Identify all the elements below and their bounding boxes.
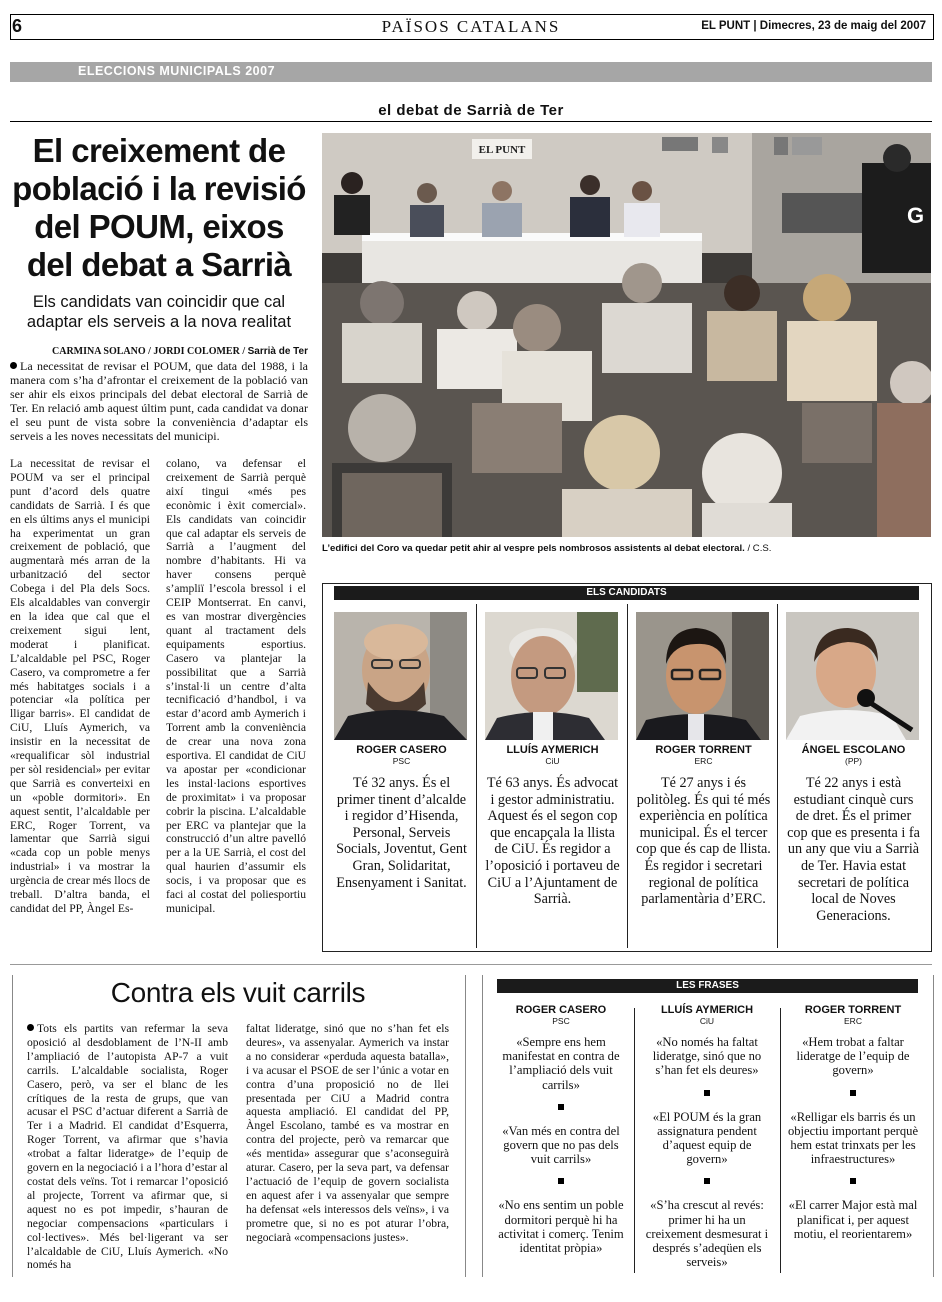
quote-party: PSC <box>552 1016 570 1026</box>
kicker-rule <box>10 121 932 122</box>
quote-party: ERC <box>844 1016 862 1026</box>
section-rule <box>10 964 932 965</box>
candidate-bio: Té 63 anys. És advocat i gestor administratiu. Aquest és el segon cop que encapçala la llista de CiU. És regidor a l’oposició i portaveu de CiU a l’Ajuntament de Sarrià. <box>485 775 620 908</box>
candidate-party: PSC <box>392 756 411 766</box>
page-number: 6 <box>12 16 23 36</box>
candidate-photo-aymerich <box>485 612 618 740</box>
quotes-column-torrent <box>787 1004 919 1241</box>
section-title: PAÏSOS CATALANS <box>381 17 561 36</box>
svg-text:G: G <box>907 203 925 228</box>
article2-column-1-text: Tots els partits van refermar la seva oposició al desdoblament de l’N-II amb l’ampliació de l’autopista AP-7 a vuit carrils. L’alcaldable socialista, Roger Casero, però, va ser el blanc de les crítiques de la resta de grups, que van acusar el PSC d’actuar diferent a Sarrià de Ter i a Madrid. El candidat d’Esquerra, Roger Torrent, va afirmar que s’havia «trobat a faltar lideratge» de l’equip de govern en la negociació i a l’hora d’estar al costat dels veïns. Tot i remarcar l’oposició al projecte, Torrent va afirmar que, si aquest no es pot impedir, s’hauran de negociar compensacions «particulars i col·lectives». Més bel·ligerant va ser l’alcaldable de CiU, Lluís Aymerich. «No només ha <box>27 1022 228 1272</box>
byline-authors: CARMINA SOLANO / JORDI COLOMER <box>52 346 240 357</box>
square-bullet-icon <box>558 1104 564 1110</box>
byline-place: Sarrià de Ter <box>247 346 308 357</box>
candidate-bio: Té 27 anys i és politòleg. És qui té més experiència en política municipal. És el tercer cop que és cap de llista. És regidor i secretari regional de política parlamentària d’ERC. <box>636 775 771 908</box>
bullet-icon <box>27 1024 34 1031</box>
quotes-column-aymerich <box>641 1004 773 1269</box>
quote-text: «Sempre ens hem manifestat en contra de l’ampliació dels vuit carrils» <box>502 1035 620 1092</box>
quote-text: «Relligar els barris és un objectiu important perquè hem estat trinxats per les infraestructures» <box>787 1109 919 1167</box>
candidate-card-torrent <box>636 612 771 908</box>
candidate-divider <box>627 604 628 948</box>
subheadline: Els candidats van coincidir que cal adaptar els serveis a la nova realitat <box>26 293 292 331</box>
square-bullet-icon <box>704 1090 710 1096</box>
candidate-name: ROGER TORRENT <box>655 744 752 756</box>
candidate-divider <box>476 604 477 948</box>
photo-caption <box>322 543 931 554</box>
candidate-name: LLUÍS AYMERICH <box>506 744 599 756</box>
candidate-name: ROGER CASERO <box>356 744 447 756</box>
candidate-bio: Té 22 anys i està estudiant cinquè curs de dret. És el primer cop que es presenta i fa un any que viu a Sarrià de Ter. Havia estat secretari de política local de Noves Generacions. <box>787 775 920 924</box>
candidate-photo-casero <box>334 612 467 740</box>
quote-text: «El carrer Major està mal planificat i, per aquest motiu, el reorientarem» <box>788 1198 918 1241</box>
election-banner <box>10 62 932 82</box>
quote-text: «El POUM és la gran assignatura pendent d’aquest equip de govern» <box>652 1109 762 1167</box>
debate-photo <box>322 133 931 537</box>
quote-party: CiU <box>699 1016 715 1026</box>
quotes-divider <box>780 1008 781 1273</box>
candidate-bio: Té 32 anys. És el primer tinent d’alcalde i regidor d’Hisenda, Personal, Serveis Socials, Joventut, Gent Gran, Solidaritat, Ensenyament i Sanitat. <box>336 775 467 891</box>
kicker: el debat de Sarrià de Ter <box>378 102 564 119</box>
quote-text: «S’ha crescut al revés: primer hi ha un creixement desmesurat i després s’adeqüen els serveis» <box>645 1198 769 1270</box>
quotes-column-casero <box>495 1004 627 1255</box>
candidate-name: ÁNGEL ESCOLANO <box>801 744 906 756</box>
caption-text: L’edifici del Coro va quedar petit ahir al vespre pels nombrosos assistents al debat electoral. <box>322 543 745 554</box>
byline: CARMINA SOLANO / JORDI COLOMER / Sarrià de Ter <box>52 346 308 357</box>
lead-paragraph <box>10 359 308 443</box>
candidate-photo-escolano <box>786 612 919 740</box>
candidate-party: ERC <box>694 756 713 766</box>
quotes-divider <box>634 1008 635 1273</box>
article2-column-1 <box>27 1022 228 1272</box>
square-bullet-icon <box>850 1178 856 1184</box>
article-column-2: colano, va defensar el creixement de Sarrià perquè així tingui «més pes econòmic i èxit comercial». Els candidats van coincidir que cal adaptar els serveis de Sarrià a l’augment del nombre d’habitants. Hi va haver consens perquè s’ampliï l’escola bressol i el CEIP Montserrat. En canvi, es van mostrar divergències quant al tractament dels equipaments esportius. Casero va plantejar la possibilitat que a Sarrià s’instal·li un centre d’alta tecnificació d’handbol, i va estar d’acord amb Aymerich i Torrent amb la conveniència de crear una nova zona esportiva. El candidat de CiU va apostar per «condicionar les instal·lacions esportives de proximitat» i va proposar cobrir la piscina. L’alcaldable per ERC va plantejar que la construcció d’un altre pavelló per a la UE Sarrià, el cost del qual haurien d’assumir els socis, i va proposar que es faci al costat del poliesportiu municipal. <box>166 457 306 915</box>
debate-photo-illustration <box>322 133 931 537</box>
candidate-card-aymerich <box>485 612 620 908</box>
headline: El creixement de població i la revisió del POUM, eixos del debat a Sarrià <box>12 132 306 283</box>
square-bullet-icon <box>704 1178 710 1184</box>
candidates-heading: ELS CANDIDATS <box>334 586 919 600</box>
square-bullet-icon <box>850 1090 856 1096</box>
candidate-divider <box>777 604 778 948</box>
square-bullet-icon <box>558 1178 564 1184</box>
candidate-card-casero <box>334 612 469 891</box>
quote-text: «Van més en contra del govern que no pas dels vuit carrils» <box>502 1123 620 1167</box>
quote-speaker: ROGER CASERO <box>515 1004 607 1016</box>
candidate-card-escolano <box>786 612 921 924</box>
banner-label: ELECCIONS MUNICIPALS 2007 <box>78 64 276 78</box>
article2-headline: Contra els vuit carrils <box>110 977 366 1008</box>
quote-text: «No ens sentim un poble dormitori perquè hi ha activitat i comerç. Tenim identitat pròpia» <box>498 1198 624 1256</box>
candidate-party: (PP) <box>845 756 862 766</box>
photo-credit: / C.S. <box>747 543 772 554</box>
dateline: EL PUNT | Dimecres, 23 de maig del 2007 <box>701 20 926 32</box>
quote-speaker: LLUÍS AYMERICH <box>660 1004 754 1016</box>
candidate-party: CiU <box>545 756 560 766</box>
candidate-photo-torrent <box>636 612 769 740</box>
quote-text: «Hem trobat a faltar lideratge de l’equip de govern» <box>796 1035 910 1078</box>
lead-text: La necessitat de revisar el POUM, que data del 1988, i la manera com s’ha d’afrontar el creixement de la població van ser ahir els eixos principals del debat electoral de Sarrià de Ter. En relació amb aquest últim punt, cada candidat va donar el seu punt de vista sobre la conveniència d’adaptar els serveis a les noves necessitats del municipi. <box>10 359 308 443</box>
photo-sign-text: EL PUNT <box>478 144 526 156</box>
article-column-1: La necessitat de revisar el POUM va ser el principal punt d’acord dels quatre candidats de Sarrià. I és que en els últims anys el municipi ha experimentat un gran creixement de població, que augmentarà més arran de la urbanització del sector Cobega i del Pla dels Socs. Els alcaldables van convergir en la idea que cal que el creixement sigui lent, moderat i planificat. L’alcaldable pel PSC, Roger Casero, va comprometre a fer més habitatges socials i a potenciar «la política per lligar barris». El candidat de CiU, Lluís Aymerich, va insistir en la necessitat de «requalificar sòl industrial per sòl residencial» per evitar que Sarrià es converteixi en un «poble dormitori». En aquest sentit, l’alcaldable per ERC, Roger Torrent, va lamentar que Sarrià sigui «cada cop un poble menys industrial» i va mostrar la urgència de crear més llocs de treball. D’altra banda, el candidat del PP, Àngel Es- <box>10 457 150 915</box>
bullet-icon <box>10 362 17 369</box>
quote-speaker: ROGER TORRENT <box>804 1004 902 1016</box>
quote-text: «No només ha faltat lideratge, sinó que no s’han fet els deures» <box>652 1035 762 1078</box>
quotes-heading: LES FRASES <box>497 979 918 993</box>
article2-column-2: faltat lideratge, sinó que no s’han fet els deures», va assenyalar. Aymerich va instar a no considerar «perduda aquesta batalla», i va acusar el PSOE de ser l’únic a votar en contra d’una proposició no de llei presentada per CiU a Madrid contra aquesta ampliació. El candidat del PP, Àngel Escolano, també es va mostrar en contra del projecte, però va remarcar que «és mentida» assegurar que s’aconseguirà aturar. Casero, per la seva part, va defensar l’actuació de l’equip de govern socialista en aquest afer i va assenyalar que sempre ha defensat «els interessos dels veïns», i va prometre que, si no es pot aturar l’obra, negociarà «compensacions justes». <box>246 1022 449 1244</box>
